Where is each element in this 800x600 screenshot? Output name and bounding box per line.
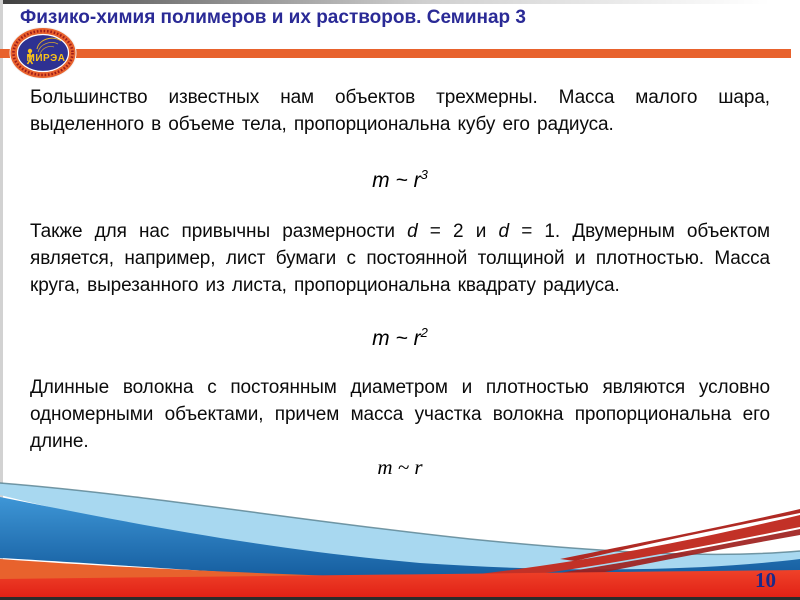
top-border bbox=[0, 0, 770, 4]
paragraph-2-seg3: = 1. Двумерным объектом является, например, лист бумаги с постоянной толщиной и плотностью. Масса круга, вырезанного из листа, пропорциональна квадрату радиуса. bbox=[30, 221, 770, 296]
variable-d: d bbox=[498, 221, 509, 242]
variable-d: d bbox=[407, 221, 418, 242]
logo-text: МИРЭА bbox=[26, 53, 66, 64]
paragraph-1: Большинство известных нам объектов трехмерны. Масса малого шара, выделенного в объеме тела, пропорциональна кубу его радиуса. bbox=[30, 87, 770, 135]
formula-mass-r3 bbox=[30, 169, 770, 193]
formula-base: m ~ r bbox=[377, 455, 423, 479]
accent-bar bbox=[0, 49, 791, 58]
wave-decoration bbox=[0, 475, 800, 600]
paragraph-2 bbox=[30, 218, 770, 299]
formula-exponent: 3 bbox=[420, 167, 428, 182]
formula-mass-r2 bbox=[30, 327, 770, 351]
page-title: Физико-химия полимеров и их растворов. Семинар 3 bbox=[20, 7, 526, 28]
paragraph-2-seg1: Также для нас привычны размерности bbox=[30, 221, 408, 242]
formula-exponent: 2 bbox=[420, 325, 428, 340]
page-number: 10 bbox=[755, 568, 776, 592]
mirea-logo bbox=[9, 27, 77, 79]
formula-base: m ~ r bbox=[372, 169, 421, 192]
mirea-logo-icon bbox=[9, 27, 77, 79]
paragraph-3: Длинные волокна с постоянным диаметром и плотностью являются условно одномерными объектами, причем масса участка волокна пропорциональна его длине. bbox=[30, 377, 770, 452]
formula-base: m ~ r bbox=[372, 327, 421, 350]
paragraph-2-seg2: = 2 и bbox=[417, 221, 499, 242]
